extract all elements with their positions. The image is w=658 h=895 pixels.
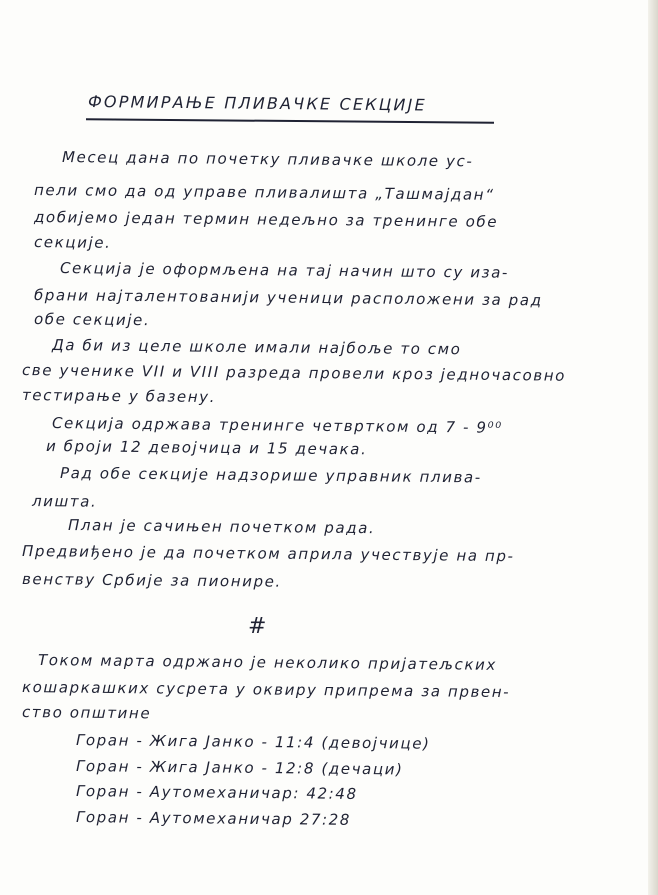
text-line-16: Предвиђено је да почетком априла учествује на пр- <box>21 542 515 566</box>
text-line-1: Месец дана по почетку пливачке школе ус- <box>61 148 474 171</box>
text-line-8: Да би из целе школе имали најбоље то смо <box>51 336 462 359</box>
text-line-18: Током марта одржано је неколико пријатељских <box>37 651 498 674</box>
section-divider: # <box>248 614 267 639</box>
document-title: ФОРМИРАЊЕ ПЛИВАЧКЕ СЕКЦИЈЕ <box>87 92 427 115</box>
text-line-20: ство општине <box>21 703 152 723</box>
title-underline <box>86 118 494 124</box>
text-line-14: лишта. <box>31 492 98 511</box>
text-line-15: План је сачињен почетком рада. <box>67 516 376 538</box>
text-line-9: све ученике VII и VIII разреда провели кроз једночасовно <box>21 361 567 385</box>
result-line-1: Горан - Жига Јанко - 11:4 (девојчице) <box>75 731 431 753</box>
text-line-3: добијемо један термин недељно за тренинге обе <box>33 208 499 231</box>
text-line-4: секције. <box>33 233 112 252</box>
text-line-6: брани најталентованији ученици расположени за рад <box>33 286 543 310</box>
text-line-13: Рад обе секције надзорише управник плива- <box>59 464 482 487</box>
text-line-7: обе секције. <box>33 310 151 330</box>
result-line-3: Горан - Аутомеханичар: 42:48 <box>75 782 358 803</box>
text-line-17: венству Србије за пионире. <box>21 570 282 591</box>
text-line-10: тестирање у базену. <box>21 386 217 407</box>
text-line-5: Секција је оформљена на тај начин што су иза- <box>59 259 510 282</box>
result-line-4: Горан - Аутомеханичар 27:28 <box>75 808 352 829</box>
result-line-2: Горан - Жига Јанко - 12:8 (дечаци) <box>75 757 404 779</box>
paper-edge <box>648 0 658 895</box>
text-line-2: пели смо да од управе пливалишта „Ташмајдан“ <box>33 181 495 204</box>
text-line-11: Секција одржава тренинге четвртком од 7 - 9⁰⁰ <box>51 414 503 437</box>
text-line-19: кошаркашких сусрета у оквиру припрема за првен- <box>21 678 511 702</box>
text-line-12: и броји 12 девојчица и 15 дечака. <box>45 437 368 459</box>
